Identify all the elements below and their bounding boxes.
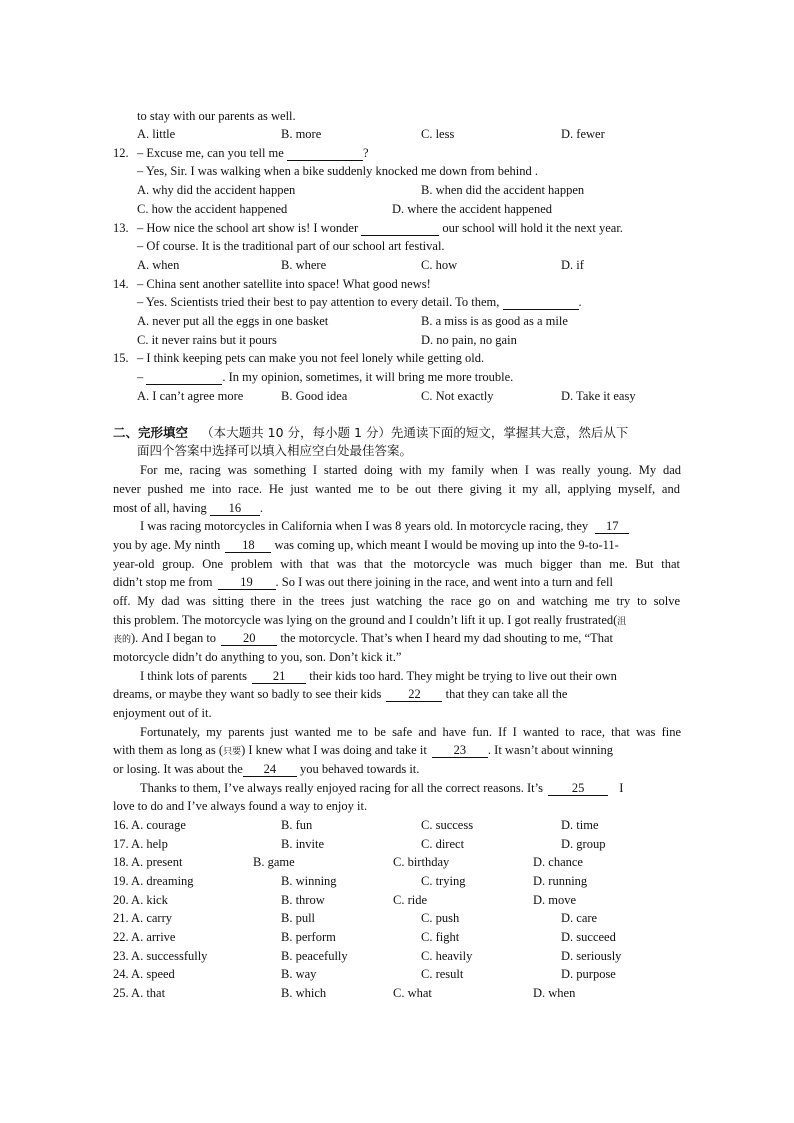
q13-option-d: D. if xyxy=(561,258,584,272)
passage-text: this problem. The motorcycle was lying on the ground and I couldn’t lift it up. I got really frustrated( xyxy=(113,613,618,627)
passage-line xyxy=(113,741,613,761)
question-11-continuation: to stay with our parents as well. xyxy=(137,109,296,123)
option-20-a: 20. A. kick xyxy=(113,893,168,907)
q14-option-c: C. it never rains but it pours xyxy=(137,333,277,347)
option-17-c: C. direct xyxy=(421,837,465,851)
option-22-b: B. perform xyxy=(281,930,336,944)
passage-line xyxy=(113,573,613,591)
blank-25: 25 xyxy=(548,781,608,796)
q12-option-b: B. when did the accident happen xyxy=(421,183,585,197)
section-2-description-cont: 面四个答案中选择可以填入相应空白处最佳答案。 xyxy=(137,443,413,458)
q15-blank xyxy=(146,370,222,385)
q14-response xyxy=(137,293,582,311)
passage-text: didn’t stop me from xyxy=(113,575,213,589)
option-19-c: C. trying xyxy=(421,874,466,888)
passage-line: motorcycle didn’t do anything to you, son. Don’t kick it.” xyxy=(113,650,402,664)
q12-stem xyxy=(137,144,369,162)
q15-response xyxy=(137,368,513,386)
option-21-c: C. push xyxy=(421,911,460,925)
option-24-d: D. purpose xyxy=(561,967,616,981)
q11-option-c: C. less xyxy=(421,127,455,141)
passage-text: their kids too hard. They might be trying to live out their own xyxy=(309,669,617,683)
passage-text: you behaved towards it. xyxy=(299,762,420,776)
passage-line: never pushed me into race. He just wanted me to be out there giving it my all, applying myself, and xyxy=(113,482,680,496)
passage-text: you by age. My ninth xyxy=(113,538,221,552)
passage-text: most of all, having xyxy=(113,501,207,515)
passage-line xyxy=(113,629,613,649)
option-24-c: C. result xyxy=(421,967,464,981)
passage-text: . So I was out there joining in the race, and went into a turn and fell xyxy=(275,575,613,589)
q15-option-d: D. Take it easy xyxy=(561,389,636,403)
q12-option-c: C. how the accident happened xyxy=(137,202,288,216)
passage-text: I xyxy=(619,781,624,795)
q15-option-b: B. Good idea xyxy=(281,389,348,403)
passage-text: was coming up, which meant I would be moving up into the 9-to-11- xyxy=(274,538,619,552)
q12-option-d: D. where the accident happened xyxy=(392,202,552,216)
q14-blank xyxy=(503,295,579,310)
passage-text: Thanks to them, I’ve always really enjoyed racing for all the correct reasons. It’s xyxy=(140,781,543,795)
q15-response-dash: – xyxy=(137,370,144,384)
passage-text: . xyxy=(259,501,263,515)
q15-option-c: C. Not exactly xyxy=(421,389,494,403)
q13-option-a: A. when xyxy=(137,258,180,272)
q13-response: – Of course. It is the traditional part of our school art festival. xyxy=(137,239,445,253)
option-19-b: B. winning xyxy=(281,874,337,888)
passage-text: with them as long as ( xyxy=(113,743,224,757)
q14-option-d: D. no pain, no gain xyxy=(421,333,517,347)
passage-line: year-old group. One problem with that was that the motorcycle was much bigger than me. But that xyxy=(113,557,680,571)
passage-line: Fortunately, my parents just wanted me to be safe and have fun. If I wanted to race, that was fine xyxy=(140,725,681,739)
passage-line: For me, racing was something I started doing with my family when I was really young. My dad xyxy=(140,463,681,477)
q12-response: – Yes, Sir. I was walking when a bike suddenly knocked me down from behind . xyxy=(137,164,538,178)
passage-line: love to do and I’ve always found a way to enjoy it. xyxy=(113,799,368,813)
blank-21: 21 xyxy=(252,669,306,684)
option-16-d: D. time xyxy=(561,818,599,832)
q12-option-a: A. why did the accident happen xyxy=(137,183,296,197)
option-22-d: D. succeed xyxy=(561,930,616,944)
passage-line xyxy=(113,685,567,703)
q11-option-a: A. little xyxy=(137,127,176,141)
q13-option-b: B. where xyxy=(281,258,327,272)
passage-text: . It wasn’t about winning xyxy=(487,743,614,757)
q14-number: 14. xyxy=(113,277,129,291)
q13-stem-text: – How nice the school art show is! I wonder xyxy=(137,221,359,235)
q15-number: 15. xyxy=(113,351,129,365)
passage-text: I think lots of parents xyxy=(140,669,247,683)
option-25-b: B. which xyxy=(281,986,327,1000)
section-2-description: （本大题共 10 分，每小题 1 分）先通读下面的短文，掌握其大意，然后从下 xyxy=(201,425,629,440)
passage-line xyxy=(113,611,626,631)
blank-22: 22 xyxy=(386,687,442,702)
q15-option-a: A. I can’t agree more xyxy=(137,389,244,403)
passage-line xyxy=(140,667,617,685)
passage-text: ) I knew what I was doing and take it xyxy=(241,743,427,757)
q12-stem-end: ? xyxy=(362,146,369,160)
passage-line xyxy=(113,536,619,554)
blank-24: 24 xyxy=(243,762,297,777)
passage-line xyxy=(140,517,629,535)
passage-text: dreams, or maybe they want so badly to see their kids xyxy=(113,687,382,701)
option-17-d: D. group xyxy=(561,837,606,851)
section-2-title: 二、完形填空 xyxy=(113,425,189,440)
q13-number: 13. xyxy=(113,221,129,235)
q15-response-text: . In my opinion, sometimes, it will bring me more trouble. xyxy=(222,370,514,384)
q13-blank xyxy=(361,221,439,236)
option-16-a: 16. A. courage xyxy=(113,818,186,832)
blank-20: 20 xyxy=(221,631,277,646)
q13-option-c: C. how xyxy=(421,258,458,272)
blank-17: 17 xyxy=(595,519,629,534)
option-23-c: C. heavily xyxy=(421,949,473,963)
blank-16: 16 xyxy=(210,501,260,516)
q13-stem xyxy=(137,219,623,237)
q12-blank xyxy=(287,146,363,161)
option-19-a: 19. A. dreaming xyxy=(113,874,194,888)
chinese-gloss: 只要 xyxy=(223,747,242,757)
q13-stem-end: our school will hold it the next year. xyxy=(442,221,623,235)
passage-text: I was racing motorcycles in California when I was 8 years old. In motorcycle racing, they xyxy=(140,519,589,533)
option-18-a: 18. A. present xyxy=(113,855,183,869)
option-17-a: 17. A. help xyxy=(113,837,168,851)
q14-option-a: A. never put all the eggs in one basket xyxy=(137,314,329,328)
option-16-c: C. success xyxy=(421,818,474,832)
q12-number: 12. xyxy=(113,146,129,160)
option-21-b: B. pull xyxy=(281,911,316,925)
q14-response-text: – Yes. Scientists tried their best to pay attention to every detail. To them, xyxy=(137,295,500,309)
q14-option-b: B. a miss is as good as a mile xyxy=(421,314,568,328)
option-23-a: 23. A. successfully xyxy=(113,949,208,963)
passage-text: that they can take all the xyxy=(445,687,568,701)
option-22-a: 22. A. arrive xyxy=(113,930,176,944)
option-18-d: D. chance xyxy=(533,855,583,869)
q11-option-d: D. fewer xyxy=(561,127,605,141)
option-21-d: D. care xyxy=(561,911,598,925)
chinese-gloss: 沮 xyxy=(617,617,627,627)
passage-line: enjoyment out of it. xyxy=(113,706,212,720)
q12-stem-text: – Excuse me, can you tell me xyxy=(137,146,284,160)
option-22-c: C. fight xyxy=(421,930,460,944)
option-17-b: B. invite xyxy=(281,837,325,851)
option-19-d: D. running xyxy=(533,874,588,888)
blank-23: 23 xyxy=(432,743,488,758)
option-20-b: B. throw xyxy=(281,893,325,907)
q14-response-end: . xyxy=(578,295,582,309)
q15-stem: – I think keeping pets can make you not feel lonely while getting old. xyxy=(137,351,485,365)
option-25-d: D. when xyxy=(533,986,576,1000)
option-21-a: 21. A. carry xyxy=(113,911,173,925)
option-18-b: B. game xyxy=(253,855,295,869)
chinese-gloss: 丧的 xyxy=(113,635,132,645)
option-23-b: B. peacefully xyxy=(281,949,348,963)
section-2-header xyxy=(113,424,628,442)
passage-text: the motorcycle. That’s when I heard my dad shouting to me, “That xyxy=(280,631,613,645)
option-24-a: 24. A. speed xyxy=(113,967,175,981)
option-20-c: C. ride xyxy=(393,893,428,907)
q11-option-b: B. more xyxy=(281,127,322,141)
passage-line: off. My dad was sitting there in the trees just watching the race go on and watching me try to solve xyxy=(113,594,680,608)
q14-stem: – China sent another satellite into space! What good news! xyxy=(137,277,431,291)
option-18-c: C. birthday xyxy=(393,855,450,869)
passage-text: ). And I began to xyxy=(131,631,217,645)
option-20-d: D. move xyxy=(533,893,577,907)
option-23-d: D. seriously xyxy=(561,949,622,963)
option-16-b: B. fun xyxy=(281,818,313,832)
option-25-a: 25. A. that xyxy=(113,986,166,1000)
passage-line xyxy=(140,779,623,797)
option-24-b: B. way xyxy=(281,967,317,981)
passage-line xyxy=(113,760,419,778)
blank-19: 19 xyxy=(218,575,276,590)
passage-line xyxy=(113,499,263,517)
passage-text: or losing. It was about the xyxy=(113,762,243,776)
blank-18: 18 xyxy=(225,538,271,553)
option-25-c: C. what xyxy=(393,986,432,1000)
